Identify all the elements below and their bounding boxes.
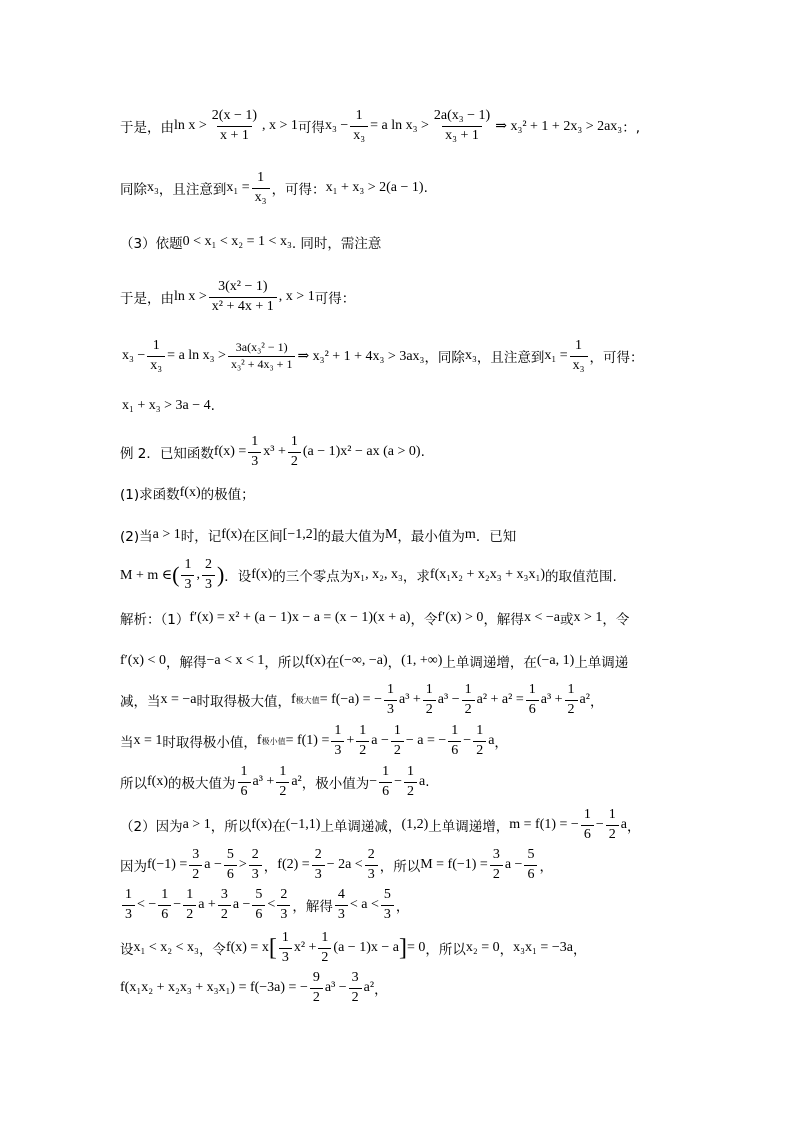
- fraction: $\frac{5}{3}$: [381, 887, 394, 922]
- text: 的极大值为: [168, 776, 236, 792]
- fraction: $\frac{1}{2}$: [318, 930, 331, 965]
- math: a³ −: [437, 692, 460, 707]
- math: a −: [504, 857, 523, 872]
- text: ，求: [402, 569, 430, 585]
- math: [−1,2]: [282, 527, 318, 542]
- text: ，解得: [483, 612, 524, 628]
- fraction: $\frac{3}{2}$: [349, 970, 362, 1005]
- math: f: [291, 692, 296, 707]
- fraction: $\frac{1}{6}$: [379, 764, 392, 799]
- fraction: $\frac{1}{2}$: [462, 682, 475, 717]
- math: x = −a: [160, 692, 197, 707]
- math: x₁ + x₃ > 3a − 4: [122, 398, 211, 413]
- text: ，: [374, 982, 388, 998]
- text-line-10: [0, 553, 794, 597]
- text: 时取得极小值，: [162, 735, 257, 751]
- text: .: [420, 444, 425, 460]
- math: M: [384, 527, 398, 542]
- text: ，可得：: [271, 182, 326, 198]
- fraction: $\frac{1}{3}$: [279, 930, 292, 965]
- math: − a = −: [405, 733, 447, 748]
- text: 当: [120, 735, 134, 751]
- fraction: $\frac{2}{3}$: [365, 847, 378, 882]
- text: （2）因为: [120, 819, 183, 835]
- math: −: [369, 774, 378, 789]
- fraction: $\frac{1}{2}$: [565, 682, 578, 717]
- math: −: [595, 817, 604, 832]
- text: ，且注意到: [158, 182, 227, 198]
- fraction: $\frac{1}{6}$: [448, 723, 461, 758]
- text: 上单调递: [574, 655, 629, 671]
- text: ，所以: [379, 859, 421, 875]
- math: f(x): [251, 567, 273, 582]
- text: ，所以: [264, 655, 305, 671]
- text: 设: [120, 942, 134, 958]
- fraction: $\frac{3}{2}$: [218, 887, 231, 922]
- fraction: $\frac{1}{\text{x₃}}$: [147, 338, 165, 373]
- math: x₃ −: [324, 118, 349, 133]
- math: x₃ −: [122, 348, 146, 363]
- fraction: $\frac{\text{3a(x₃² − 1)}}{\text{x₃² + 4x₃ + 1}}$: [228, 341, 296, 372]
- math: ln x >: [174, 118, 207, 133]
- text: 解析：（1）: [120, 612, 190, 628]
- math: − 2a <: [326, 857, 363, 872]
- math: f(x) =: [213, 444, 247, 459]
- fraction: $\frac{1}{\text{x₃}}$: [570, 338, 588, 373]
- fraction: $\frac{1}{6}$: [526, 682, 539, 717]
- text: 在: [325, 655, 340, 671]
- text-line-5: [0, 334, 794, 378]
- math: f(x): [251, 817, 273, 832]
- fraction: $\frac{2}{3}$: [277, 887, 290, 922]
- text-line-20: [0, 966, 794, 1010]
- fraction: $\frac{1}{2}$: [356, 723, 369, 758]
- text: 于是，由: [120, 291, 174, 307]
- math: = 0: [406, 940, 426, 955]
- text: （3）依题: [120, 236, 183, 252]
- math: x = 1: [133, 733, 163, 748]
- math: a³ +: [398, 692, 421, 707]
- text: ．已知: [475, 529, 517, 545]
- math: = f(−a) = −: [319, 692, 382, 707]
- math: (1, +∞): [401, 653, 443, 668]
- text: (1)求函数: [120, 487, 180, 503]
- text-line-13: [0, 678, 794, 722]
- math: x₁, x₂, x₃: [353, 567, 403, 582]
- math: x₃: [464, 348, 477, 363]
- text: ：,: [622, 120, 640, 136]
- math: (−1,1): [285, 817, 321, 832]
- text: 的极值；: [200, 487, 255, 503]
- fraction: $\frac{1}{2}$: [391, 723, 404, 758]
- fraction: $\frac{1}{3}$: [384, 682, 397, 717]
- math: , x > 1: [262, 118, 298, 133]
- math: a +: [198, 897, 216, 912]
- math: a²: [291, 774, 302, 789]
- fraction: $\frac{2}{3}$: [202, 557, 215, 592]
- fraction: $\frac{1}{3}$: [248, 434, 261, 469]
- text: ，可得：: [589, 350, 644, 366]
- fraction: $\frac{1}{6}$: [581, 807, 594, 842]
- text: . 同时，需注意: [291, 236, 382, 252]
- text: ，: [572, 942, 587, 958]
- math: f′(x) > 0: [437, 610, 484, 625]
- fraction: $\frac{5}{6}$: [252, 887, 265, 922]
- math: f(x): [179, 485, 201, 500]
- text: ．设: [224, 569, 252, 585]
- math: x³ +: [263, 444, 286, 459]
- text: 或: [559, 612, 574, 628]
- text-line-8: [0, 471, 794, 515]
- text: 上单调递增，: [428, 819, 510, 835]
- text: ，且注意到: [476, 350, 545, 366]
- text: 的三个零点为: [272, 569, 354, 585]
- math: a −: [204, 857, 222, 872]
- text-line-6: [0, 384, 794, 428]
- text-line-12: [0, 639, 794, 683]
- text: 的取值范围.: [544, 569, 617, 585]
- math: (1,2): [401, 817, 429, 832]
- text-line-7: [0, 430, 794, 474]
- right-bracket: ]: [398, 934, 407, 961]
- text: ，所以: [425, 942, 466, 958]
- text-line-14: [0, 719, 794, 763]
- math: f′(x) = x² + (a − 1)x − a = (x − 1)(x + a): [189, 610, 411, 625]
- fraction: $\frac{1}{3}$: [122, 887, 135, 922]
- left-bracket: [: [268, 934, 277, 961]
- text: 时，记: [180, 529, 222, 545]
- math: = f(1) =: [285, 733, 330, 748]
- text: ，解得: [292, 899, 333, 915]
- math: < −: [137, 897, 157, 912]
- fraction: $\frac{1}{2}$: [276, 764, 289, 799]
- text-line-11: [0, 596, 794, 640]
- fraction: $\frac{1}{3}$: [181, 557, 194, 592]
- math: (a − 1)x² − ax (a > 0): [302, 444, 421, 459]
- fraction: $\frac{1}{\text{x₃}}$: [350, 108, 368, 143]
- math: x₁ =: [544, 348, 568, 363]
- text: 时取得极大值，: [196, 694, 292, 710]
- math: m: [464, 527, 476, 542]
- math: −: [394, 774, 403, 789]
- subscript: 极小值: [261, 736, 286, 746]
- text: 例 2．已知函数: [120, 446, 214, 462]
- fraction: $\frac{5}{6}$: [224, 847, 237, 882]
- text: ，所以: [210, 819, 252, 835]
- math: 0 < x₁ < x₂ = 1 < x₃: [182, 234, 292, 249]
- math: x₃: [147, 180, 159, 195]
- fraction: $\frac{1}{2}$: [606, 807, 619, 842]
- math: a: [488, 733, 495, 748]
- text-line-18: [0, 883, 794, 927]
- math: f(x): [147, 774, 168, 789]
- text: ，令: [198, 942, 226, 958]
- math: a³ −: [324, 980, 347, 995]
- fraction: $\frac{1}{2}$: [183, 887, 196, 922]
- text: ，同除: [424, 350, 465, 366]
- math: f(x): [221, 527, 243, 542]
- text-line-3: [0, 220, 794, 264]
- text: 于是，由: [120, 120, 174, 136]
- math: a²: [579, 692, 590, 707]
- math: f(2) =: [277, 857, 310, 872]
- math: a: [419, 774, 426, 789]
- text-line-17: [0, 843, 794, 887]
- math: a² + a² =: [476, 692, 524, 707]
- subscript: 极大值: [295, 695, 320, 705]
- text-line-9: [0, 513, 794, 557]
- text: 所以: [120, 776, 147, 792]
- math: ⇒ x₃² + 1 + 4x₃ > 3ax₃: [297, 348, 425, 364]
- math: < a <: [349, 897, 379, 912]
- math: ln x >: [174, 289, 207, 304]
- math: x₁ =: [226, 180, 250, 195]
- fraction: $\frac{3}{2}$: [490, 847, 503, 882]
- text: .: [423, 180, 428, 196]
- fraction: $\frac{1}{2}$: [404, 764, 417, 799]
- text: ，: [589, 694, 604, 710]
- math: x > 1: [573, 610, 603, 625]
- text-line-4: [0, 275, 794, 319]
- math: −: [463, 733, 472, 748]
- fraction: $\frac{5}{6}$: [524, 847, 537, 882]
- math: a −: [371, 733, 389, 748]
- math: (a − 1)x − a: [333, 940, 399, 955]
- math: f(x₁x₂ + x₂x₃ + x₃x₁): [429, 567, 545, 582]
- text: ，: [539, 859, 553, 875]
- text: 同除: [120, 182, 147, 198]
- text: ，: [263, 859, 278, 875]
- fraction: $\frac{\text{2a(x₃ − 1)}}{\text{x₃ + 1}}$: [433, 108, 491, 143]
- text: ，最小值为: [397, 529, 465, 545]
- text: ，: [499, 942, 514, 958]
- text: ，: [395, 899, 410, 915]
- fraction: $\frac{1}{2}$: [288, 434, 301, 469]
- math: a²: [363, 980, 375, 995]
- math: f(x): [304, 653, 326, 668]
- fraction: $\frac{2(x - 1)}{x + 1}$: [211, 108, 258, 143]
- text: 的最大值为: [317, 529, 385, 545]
- text: 上单调递增，在: [442, 655, 537, 671]
- text-line-15: [0, 760, 794, 804]
- text-line-2: [0, 166, 794, 210]
- fraction: $\frac{9}{2}$: [310, 970, 323, 1005]
- math: f(x₁x₂ + x₂x₃ + x₃x₁) = f(−3a) = −: [120, 980, 308, 995]
- text: ，令: [410, 612, 438, 628]
- math: f′(x) < 0: [120, 653, 166, 668]
- comma: ,: [196, 567, 200, 582]
- math: (−∞, −a): [339, 653, 388, 668]
- math: a −: [232, 897, 251, 912]
- math: f(−1) =: [147, 857, 188, 872]
- math: −a < x < 1: [206, 653, 265, 668]
- math: a: [620, 817, 627, 832]
- math: x₂ = 0: [465, 940, 500, 955]
- math: m = f(1) = −: [509, 817, 579, 832]
- text: ，解得: [165, 655, 207, 671]
- fraction: $\frac{3}{2}$: [189, 847, 202, 882]
- math: a > 1: [152, 527, 181, 542]
- text: 因为: [120, 859, 147, 875]
- math: x² +: [293, 940, 317, 955]
- text-line-1: [0, 104, 794, 148]
- right-paren: ): [216, 562, 225, 587]
- fraction: $\frac{1}{6}$: [238, 764, 251, 799]
- math: a³ +: [540, 692, 563, 707]
- text: 上单调递减，: [320, 819, 402, 835]
- text: 可得: [297, 120, 325, 136]
- text-line-19: [0, 926, 794, 970]
- text: ，: [387, 655, 402, 671]
- math: , x > 1: [278, 289, 315, 304]
- math: (−a, 1): [536, 653, 575, 668]
- fraction: $\frac{2}{3}$: [249, 847, 262, 882]
- text: .: [210, 398, 215, 414]
- fraction: $\frac{4}{3}$: [335, 887, 348, 922]
- left-paren: (: [172, 562, 180, 587]
- math: +: [346, 733, 355, 748]
- text: ，令: [602, 612, 630, 628]
- math: M = f(−1) =: [420, 857, 488, 872]
- text: ，: [494, 735, 508, 751]
- fraction: $\frac{1}{2}$: [473, 723, 486, 758]
- text: .: [425, 774, 430, 790]
- fraction: $\frac{1}{3}$: [331, 723, 344, 758]
- text: 减，当: [120, 694, 161, 710]
- math: x₃x₁ = −3a: [513, 940, 573, 955]
- text: (2)当: [120, 529, 153, 545]
- math: f(x) = x: [225, 940, 269, 955]
- math: a³ +: [252, 774, 275, 789]
- math: −: [173, 897, 182, 912]
- math: <: [267, 897, 276, 912]
- math: x₁ < x₂ < x₃: [133, 940, 199, 955]
- math: ⇒ x₃² + 1 + 2x₃ > 2ax₃: [495, 118, 623, 134]
- text: 在区间: [242, 529, 283, 545]
- text: 可得：: [314, 291, 356, 307]
- text: 在: [272, 819, 286, 835]
- math: = a ln x₃ >: [167, 348, 226, 363]
- text: ，极小值为: [301, 776, 370, 792]
- math: x₁ + x₃ > 2(a − 1): [325, 180, 424, 195]
- fraction: $\frac{2}{3}$: [312, 847, 325, 882]
- text-line-16: [0, 803, 794, 847]
- math: >: [238, 857, 247, 872]
- text: ，: [626, 819, 641, 835]
- math: x < −a: [523, 610, 560, 625]
- math: M + m ∈: [120, 567, 173, 583]
- fraction: $\frac{\text{3(x² − 1)}}{\text{x² + 4x + 1}}$: [209, 279, 277, 314]
- fraction: $\frac{1}{\text{x₃}}$: [252, 170, 270, 205]
- fraction: $\frac{1}{6}$: [158, 887, 171, 922]
- fraction: $\frac{1}{2}$: [423, 682, 436, 717]
- math: = a ln x₃ >: [370, 118, 429, 133]
- math: a > 1: [182, 817, 211, 832]
- math: f: [256, 733, 262, 748]
